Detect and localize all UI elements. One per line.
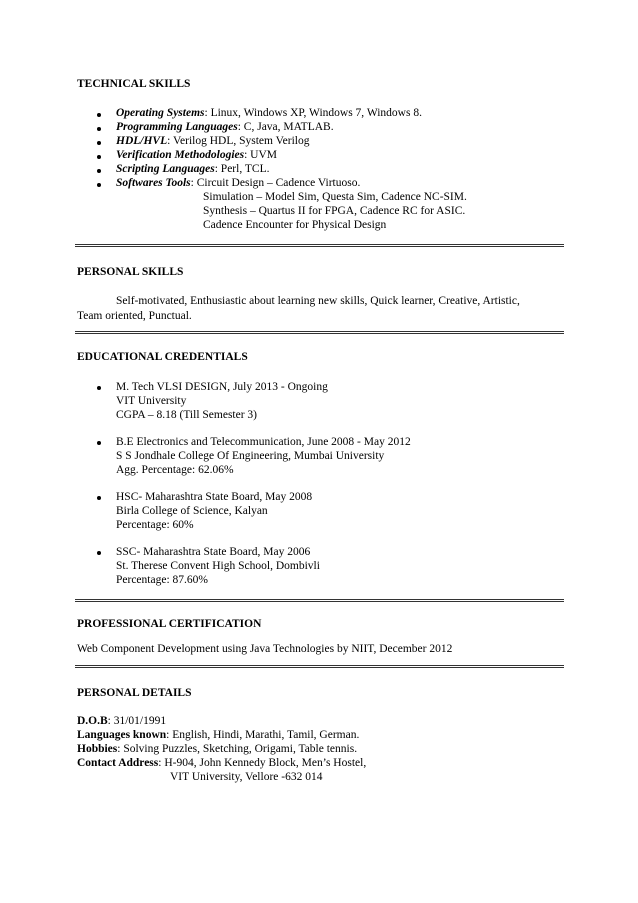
- bullet-icon: [97, 127, 101, 131]
- education-hsc-score: Percentage: 60%: [116, 519, 194, 531]
- bullet-icon: [97, 141, 101, 145]
- detail-contact-address: Contact Address: H-904, John Kennedy Block, Men’s Hostel,: [77, 757, 367, 769]
- education-ssc-title: SSC- Maharashtra State Board, May 2006: [116, 546, 311, 558]
- detail-languages: Languages known: English, Hindi, Marathi, Tamil, German.: [77, 729, 360, 741]
- detail-hobbies: Hobbies: Solving Puzzles, Sketching, Origami, Table tennis.: [77, 743, 358, 755]
- certification-text: Web Component Development using Java Technologies by NIIT, December 2012: [77, 643, 453, 655]
- certification-heading: PROFESSIONAL CERTIFICATION: [77, 618, 262, 630]
- bullet-icon: [97, 169, 101, 173]
- bullet-icon: [97, 155, 101, 159]
- bullet-icon: [97, 113, 101, 117]
- education-be-institute: S S Jondhale College Of Engineering, Mumbai University: [116, 450, 385, 462]
- skill-verification: Verification Methodologies: UVM: [116, 149, 278, 161]
- bullet-icon: [97, 386, 101, 390]
- section-divider: [75, 244, 564, 247]
- education-mtech-score: CGPA – 8.18 (Till Semester 3): [116, 409, 258, 421]
- skill-software-tools: Softwares Tools: Circuit Design – Cadence Virtuoso.: [116, 177, 361, 189]
- personal-skills-line-1: Self-motivated, Enthusiastic about learning new skills, Quick learner, Creative, Artistic,: [116, 295, 520, 307]
- education-mtech-institute: VIT University: [116, 395, 187, 407]
- bullet-icon: [97, 496, 101, 500]
- tools-line-physical-design: Cadence Encounter for Physical Design: [203, 219, 387, 231]
- education-ssc-institute: St. Therese Convent High School, Dombivli: [116, 560, 320, 572]
- skill-operating-systems: Operating Systems: Linux, Windows XP, Windows 7, Windows 8.: [116, 107, 422, 119]
- education-mtech-title: M. Tech VLSI DESIGN, July 2013 - Ongoing: [116, 381, 328, 393]
- tools-line-synthesis: Synthesis – Quartus II for FPGA, Cadence RC for ASIC.: [203, 205, 466, 217]
- personal-details-heading: PERSONAL DETAILS: [77, 687, 192, 699]
- education-be-title: B.E Electronics and Telecommunication, June 2008 - May 2012: [116, 436, 411, 448]
- education-hsc-title: HSC- Maharashtra State Board, May 2008: [116, 491, 313, 503]
- section-divider: [75, 665, 564, 668]
- bullet-icon: [97, 551, 101, 555]
- personal-skills-heading: PERSONAL SKILLS: [77, 266, 184, 278]
- education-hsc-institute: Birla College of Science, Kalyan: [116, 505, 268, 517]
- skill-hdl-hvl: HDL/HVL: Verilog HDL, System Verilog: [116, 135, 310, 147]
- education-ssc-score: Percentage: 87.60%: [116, 574, 208, 586]
- skill-programming-languages: Programming Languages: C, Java, MATLAB.: [116, 121, 334, 133]
- education-be-score: Agg. Percentage: 62.06%: [116, 464, 234, 476]
- technical-skills-heading: TECHNICAL SKILLS: [77, 78, 191, 90]
- tools-line-simulation: Simulation – Model Sim, Questa Sim, Cadence NC-SIM.: [203, 191, 467, 203]
- bullet-icon: [97, 441, 101, 445]
- education-heading: EDUCATIONAL CREDENTIALS: [77, 351, 248, 363]
- section-divider: [75, 599, 564, 602]
- skill-scripting: Scripting Languages: Perl, TCL.: [116, 163, 270, 175]
- personal-skills-line-2: Team oriented, Punctual.: [77, 310, 192, 322]
- section-divider: [75, 331, 564, 334]
- detail-contact-address-line-2: VIT University, Vellore -632 014: [170, 771, 323, 783]
- bullet-icon: [97, 183, 101, 187]
- detail-dob: D.O.B: 31/01/1991: [77, 715, 167, 727]
